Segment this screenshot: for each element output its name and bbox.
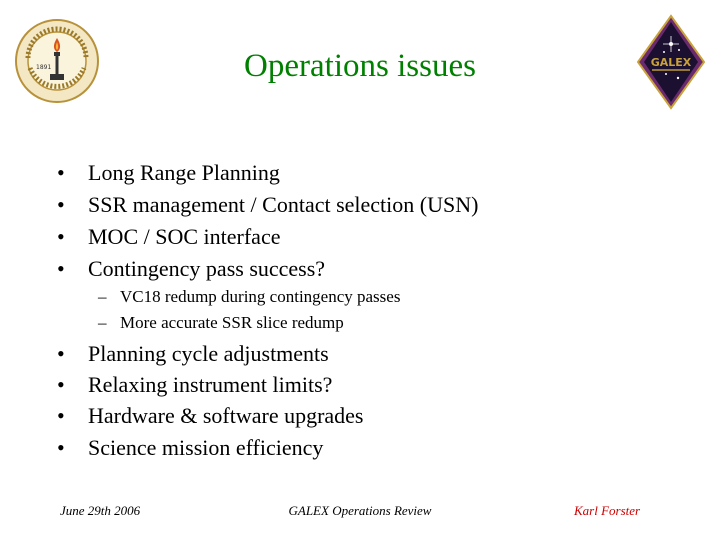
sub-bullet-text: More accurate SSR slice redump <box>120 313 344 332</box>
bullet-icon: • <box>57 372 65 397</box>
bullet-icon: • <box>57 224 65 249</box>
bullet-text: Relaxing instrument limits? <box>88 372 333 397</box>
sub-bullet-text: VC18 redump during contingency passes <box>120 287 401 306</box>
bullet-text: Science mission efficiency <box>88 435 324 460</box>
bullet-text: Long Range Planning <box>88 160 280 185</box>
bullet-text: Hardware & software upgrades <box>88 403 364 428</box>
bullet-text: SSR management / Contact selection (USN) <box>88 192 479 217</box>
seal-year: 1891 <box>36 64 52 71</box>
footer-event: GALEX Operations Review <box>288 503 432 518</box>
bullet-icon: • <box>57 256 65 281</box>
footer-date: June 29th 2006 <box>60 503 141 518</box>
dash-icon: – <box>98 287 107 306</box>
bullet-text: Planning cycle adjustments <box>88 341 329 366</box>
bullet-text: MOC / SOC interface <box>88 224 281 249</box>
slide-title: Operations issues <box>244 48 476 84</box>
bullet-icon: • <box>57 435 65 460</box>
bullet-icon: • <box>57 192 65 217</box>
bullet-icon: • <box>57 341 65 366</box>
footer-author: Karl Forster <box>574 503 641 518</box>
bullet-text: Contingency pass success? <box>88 256 326 281</box>
galex-logo-text: GALEX <box>650 56 692 69</box>
dash-icon: – <box>98 313 107 332</box>
bullet-icon: • <box>57 160 65 185</box>
bullet-icon: • <box>57 403 65 428</box>
